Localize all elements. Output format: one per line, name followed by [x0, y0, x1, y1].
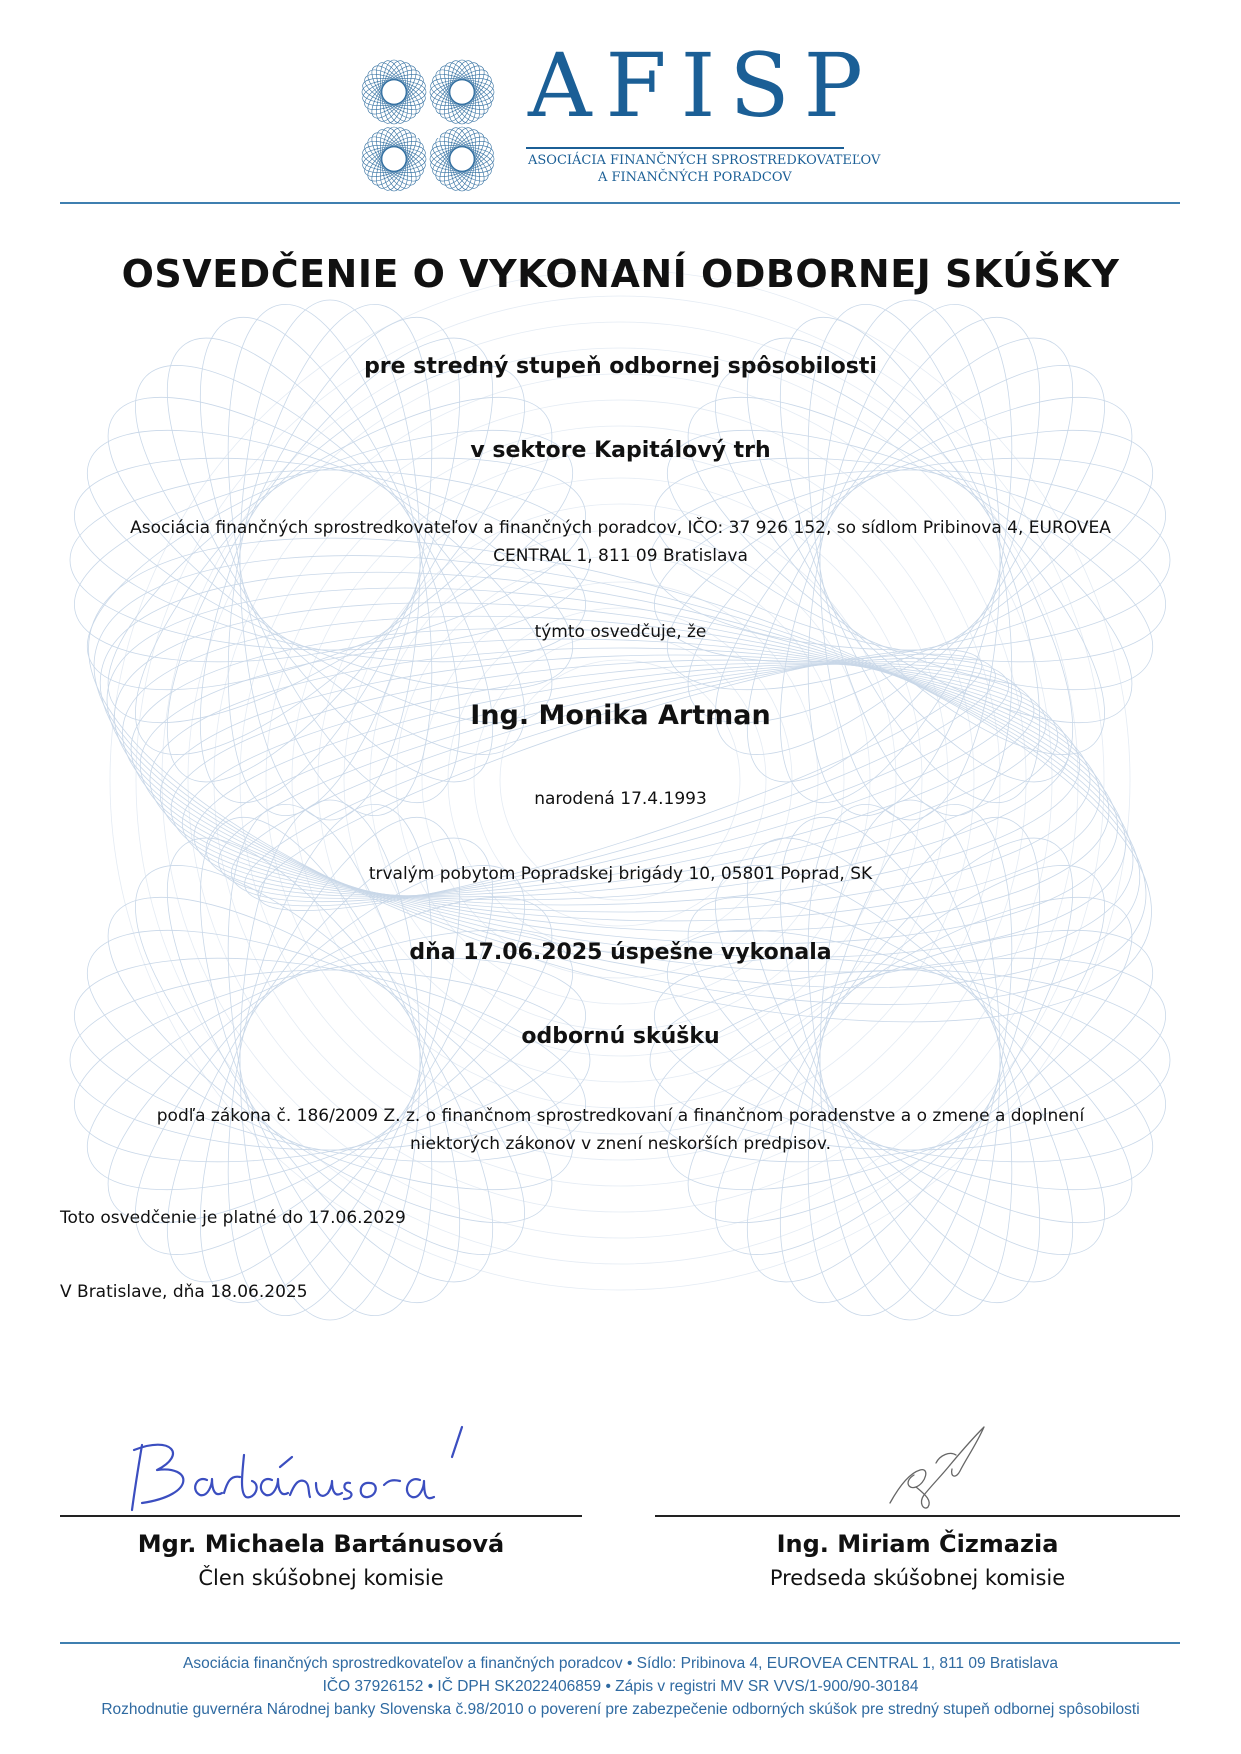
issuer-line-2: CENTRAL 1, 811 09 Bratislava	[493, 546, 748, 566]
exam-date-line: dňa 17.06.2025 úspešne vykonala	[409, 940, 832, 965]
law-line-1: podľa zákona č. 186/2009 Z. z. o finančnom sprostredkovaní a finančnom poradenstve a o zmene a doplnení	[156, 1106, 1085, 1126]
left-signature-rule	[60, 1515, 582, 1517]
logo-wordmark: AFISP	[528, 34, 877, 137]
logo-subtitle-1: ASOCIÁCIA FINANČNÝCH SPROSTREDKOVATEĽOV	[528, 153, 881, 168]
logo-subtitle-2: A FINANČNÝCH PORADCOV	[598, 170, 792, 185]
footer-divider	[60, 1642, 1180, 1644]
validity-line: Toto osvedčenie je platné do 17.06.2029	[60, 1208, 406, 1228]
sector-line: v sektore Kapitálový trh	[470, 438, 771, 463]
issuer-line-1: Asociácia finančných sprostredkovateľov a finančných poradcov, IČO: 37 926 152, so sídlom Pribinova 4, EUROVEA	[130, 518, 1111, 538]
footer-line-3: Rozhodnutie guvernéra Národnej banky Slovenska č.98/2010 o poverení pre zabezpečenie odborných skúšok pre stredný stupeň odbornej spôsobilosti	[101, 1701, 1140, 1718]
footer-line-1: Asociácia finančných sprostredkovateľov a finančných poradcov • Sídlo: Pribinova 4, EUROVEA CENTRAL 1, 811 09 Bratislava	[183, 1655, 1058, 1672]
left-signatory-role: Člen skúšobnej komisie	[198, 1566, 444, 1590]
logo-rule	[526, 147, 844, 149]
right-signatory-name: Ing. Miriam Čizmazia	[776, 1530, 1059, 1558]
law-line-2: niektorých zákonov v znení neskorších predpisov.	[410, 1134, 831, 1154]
footer-line-2: IČO 37926152 • IČ DPH SK2022406859 • Zápis v registri MV SR VVS/1-900/90-30184	[322, 1678, 919, 1695]
certifies-line: týmto osvedčuje, že	[534, 622, 707, 642]
exam-line: odbornú skúšku	[521, 1024, 720, 1049]
right-signature-rule	[655, 1515, 1180, 1517]
left-signature	[112, 1405, 542, 1525]
logo	[360, 34, 881, 193]
header-divider	[60, 202, 1180, 204]
right-signature	[880, 1415, 1000, 1515]
residence: trvalým pobytom Popradskej brigády 10, 05801 Poprad, SK	[368, 864, 873, 884]
left-signatory-name: Mgr. Michaela Bartánusová	[137, 1530, 505, 1558]
place-date-line: V Bratislave, dňa 18.06.2025	[60, 1282, 308, 1302]
holder-name: Ing. Monika Artman	[470, 700, 771, 731]
right-signatory-role: Predseda skúšobnej komisie	[769, 1566, 1066, 1590]
logo-emblem-icon	[360, 58, 496, 193]
level-line: pre stredný stupeň odbornej spôsobilosti	[364, 354, 877, 379]
birth-date: narodená 17.4.1993	[534, 789, 707, 809]
certificate-title: OSVEDČENIE O VYKONANÍ ODBORNEJ SKÚŠKY	[121, 252, 1120, 296]
